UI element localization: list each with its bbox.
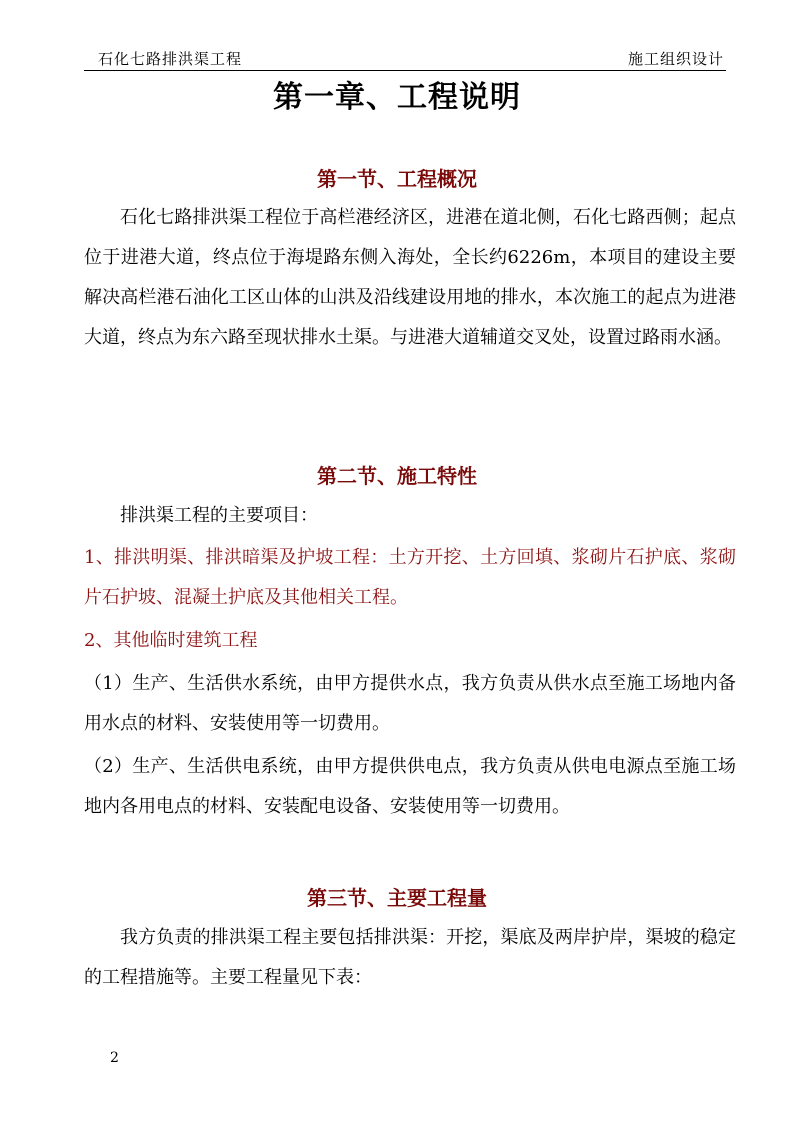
section-2-sub-item-2: （2）生产、生活供电系统，由甲方提供供电点，我方负责从供电电源点至施工场地内各用电点的材料、安装配电设备、安装使用等一切费用。 (84, 756, 736, 817)
chapter-title: 第一章、工程说明 (273, 80, 521, 115)
header-project-name: 石化七路排洪渠工程 (98, 50, 243, 68)
section-2-title: 第二节、施工特性 (317, 464, 477, 488)
page-number: 2 (110, 1050, 119, 1066)
section-3-paragraph: 我方负责的排洪渠工程主要包括排洪渠：开挖，渠底及两岸护岸，渠坡的稳定的工程措施等。主要工程量见下表： (84, 927, 736, 988)
section-2-item-2: 2、其他临时建筑工程 (84, 630, 258, 651)
page-header (84, 46, 726, 71)
section-2-item-1: 1、排洪明渠、排洪暗渠及护坡工程：土方开挖、土方回填、浆砌片石护底、浆砌片石护坡、混凝土护底及其他相关工程。 (84, 547, 736, 608)
section-1-paragraph: 石化七路排洪渠工程位于高栏港经济区，进港在道北侧，石化七路西侧；起点位于进港大道，终点位于海堤路东侧入海处，全长约6226m，本项目的建设主要解决高栏港石油化工区山体的山洪及沿线建设用地的排水，本次施工的起点为进港大道，终点为东六路至现状排水土渠。与进港大道辅道交叉处，设置过路雨水涵。 (84, 207, 736, 348)
header-doc-type: 施工组织设计 (627, 50, 724, 68)
section-1-title: 第一节、工程概况 (317, 167, 477, 191)
section-2-sub-item-1: （1）生产、生活供水系统，由甲方提供水点，我方负责从供水点至施工场地内备用水点的材料、安装使用等一切费用。 (84, 673, 736, 734)
section-2-intro: 排洪渠工程的主要项目： (120, 505, 318, 526)
section-3-title: 第三节、主要工程量 (307, 886, 487, 910)
